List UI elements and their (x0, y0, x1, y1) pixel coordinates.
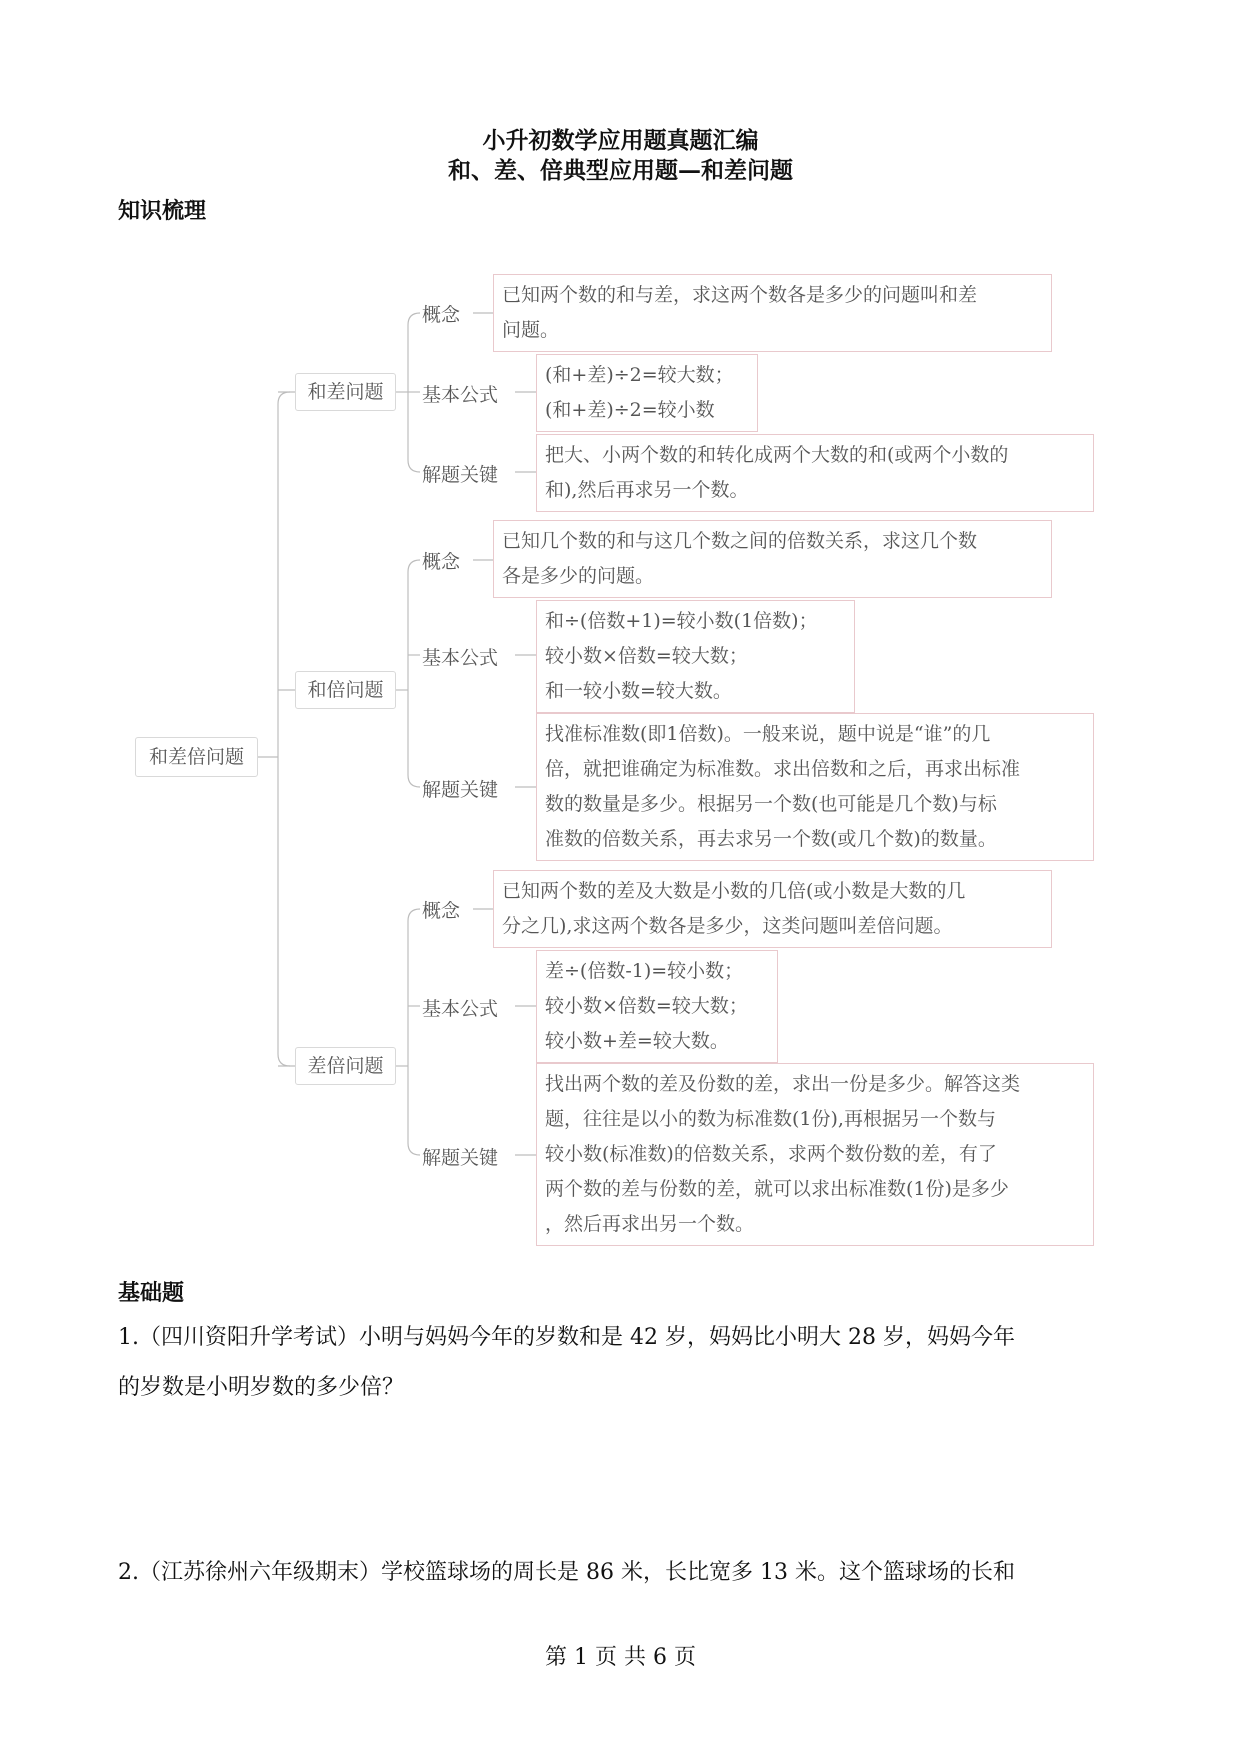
content-line: 数的数量是多少。根据另一个数(也可能是几个数)与标 (545, 793, 997, 815)
document-title: 小升初数学应用题真题汇编 (482, 127, 759, 154)
label-key: 解题关键 (422, 1147, 499, 1169)
content-box-key (536, 1063, 1094, 1246)
content-line: 准数的倍数关系，再去求另一个数(或几个数)的数量。 (545, 828, 997, 850)
content-line: (和+差)÷2=较大数； (545, 364, 734, 386)
section-heading-basic: 基础题 (118, 1280, 185, 1306)
label-key: 解题关键 (422, 464, 499, 486)
mindmap-root: 和差倍问题 (135, 737, 258, 777)
page-footer: 第 1 页 共 6 页 (545, 1645, 696, 1670)
section-heading-knowledge: 知识梳理 (118, 198, 207, 224)
branch-sum-difference: 和差问题 (295, 373, 396, 411)
content-line: ，然后再求出另一个数。 (545, 1213, 755, 1235)
label-key: 解题关键 (422, 779, 499, 801)
content-line: 倍，就把谁确定为标准数。求出倍数和之后，再求出标准 (545, 758, 1021, 780)
content-line: 问题。 (502, 319, 560, 341)
content-box-concept (493, 520, 1052, 598)
content-box-concept (493, 870, 1052, 948)
content-line: 把大、小两个数的和转化成两个大数的和(或两个小数的 (545, 444, 1009, 466)
document-subtitle: 和、差、倍典型应用题—和差问题 (448, 157, 793, 184)
content-box-formula (536, 600, 855, 713)
content-box-concept (493, 274, 1052, 352)
question-1-line-2: 的岁数是小明岁数的多少倍？ (118, 1375, 405, 1400)
content-line: 各是多少的问题。 (502, 565, 655, 587)
branch-difference-multiple: 差倍问题 (295, 1047, 396, 1085)
content-box-formula (536, 950, 778, 1063)
content-line: (和+差)÷2=较小数 (545, 399, 715, 421)
content-line: 较小数(标准数)的倍数关系，求两个数份数的差，有了 (545, 1143, 997, 1165)
content-line: 和一较小数=较大数。 (545, 680, 732, 702)
content-line: 找准标准数(即1倍数)。一般来说，题中说是“谁”的几 (545, 723, 991, 745)
branch-sum-multiple: 和倍问题 (295, 671, 396, 709)
content-line: 和),然后再求另一个数。 (545, 479, 749, 501)
content-box-key (536, 713, 1094, 861)
question-2-line-1: 2.（江苏徐州六年级期末）学校篮球场的周长是 86 米，长比宽多 13 米。这个篮球场的长和 (118, 1560, 1015, 1585)
content-line: 较小数×倍数=较大数； (545, 995, 748, 1017)
content-line: 已知两个数的和与差，求这两个数各是多少的问题叫和差 (502, 284, 978, 306)
content-line: 已知几个数的和与这几个数之间的倍数关系，求这几个数 (502, 530, 978, 552)
label-formula: 基本公式 (422, 647, 499, 669)
content-line: 题，往往是以小的数为标准数(1份),再根据另一个数与 (545, 1108, 996, 1130)
content-line: 找出两个数的差及份数的差，求出一份是多少。解答这类 (545, 1073, 1021, 1095)
label-concept: 概念 (422, 900, 461, 922)
content-line: 已知两个数的差及大数是小数的几倍(或小数是大数的几 (502, 880, 966, 902)
label-formula: 基本公式 (422, 384, 499, 406)
question-1-line-1: 1.（四川资阳升学考试）小明与妈妈今年的岁数和是 42 岁，妈妈比小明大 28 岁，妈妈今年 (118, 1325, 1015, 1350)
content-box-key (536, 434, 1094, 512)
label-concept: 概念 (422, 304, 461, 326)
content-line: 差÷(倍数-1)=较小数； (545, 960, 744, 982)
content-line: 两个数的差与份数的差，就可以求出标准数(1份)是多少 (545, 1178, 1009, 1200)
content-box-formula (536, 354, 758, 432)
label-formula: 基本公式 (422, 998, 499, 1020)
content-line: 较小数+差=较大数。 (545, 1030, 729, 1052)
label-concept: 概念 (422, 551, 461, 573)
content-line: 分之几),求这两个数各是多少，这类问题叫差倍问题。 (502, 915, 953, 937)
content-line: 较小数×倍数=较大数； (545, 645, 748, 667)
content-line: 和÷(倍数+1)=较小数(1倍数)； (545, 610, 818, 632)
